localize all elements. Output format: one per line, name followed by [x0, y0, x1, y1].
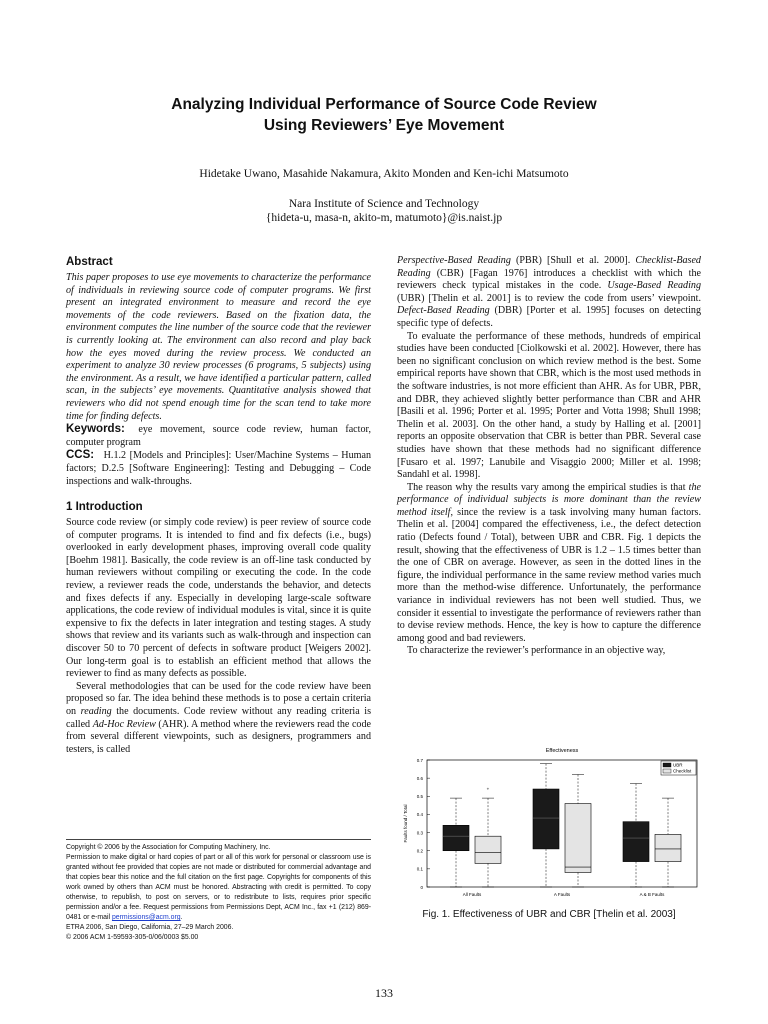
author-list: Hidetake Uwano, Masahide Nakamura, Akito Monden and Ken-ichi Matsumoto — [199, 168, 569, 180]
emphasis: Checklist-Based Reading — [397, 255, 701, 279]
box-ubr — [443, 825, 469, 850]
figure-caption: Fig. 1. Effectiveness of UBR and CBR [Thelin et al. 2003] — [422, 909, 676, 920]
legend-swatch — [663, 769, 671, 773]
right-paragraph-2: To evaluate the performance of these methods, hundreds of empirical studies have been conducted [Ciolkowski et al. 2002]. However, there has been no significant conclusion on which review method is the best. Some empirical reports have shown that CBR, which is the most used methods in the software industries, is not more efficient than AHR. As for UBR, PBR, and DBR, they achieved slightly better performance than CBR and AHR [Basili et al. 1996; Porter et al. 1995; Porter and Votta 1998; Shull 1998; Thelin et al. 2003]. On the other hand, a study by Halling et al. [2001] reports an opposite observation that CBR is better than PBR. Several case studies have shown that these methods had no significant difference [Fusaro et al. 1997; Lanubile and Visaggio 2000; Miller et al. 1998; Sandahl et al. 1998]. — [397, 330, 701, 481]
affiliation-block — [0, 197, 768, 225]
abstract-heading: Abstract — [66, 256, 113, 268]
venue-line: ETRA 2006, San Diego, California, 27–29 March 2006. — [66, 924, 234, 931]
paper-title — [0, 94, 768, 136]
right-paragraph-3 — [397, 482, 701, 646]
text-run: (AHR). A method where the reviewers read the code from several different viewpoints, such as designers, programmers and testers, is called — [66, 718, 372, 755]
y-tick-label: 0.4 — [416, 812, 423, 818]
plot-frame — [427, 760, 697, 887]
chart-title: Effectiveness — [545, 748, 579, 754]
emphasis: Defect-Based Reading — [397, 305, 490, 317]
legend-label: Checklist — [673, 768, 692, 774]
permissions-email-link[interactable]: permissions@acm.org — [111, 914, 181, 921]
text-run: The reason why the results vary among the empirical studies is that — [407, 481, 689, 493]
affiliation: Nara Institute of Science and Technology — [288, 198, 480, 210]
emphasis: Usage-Based Reading — [607, 280, 702, 292]
right-paragraph-4: To characterize the reviewer’s performance in an objective way, — [407, 645, 666, 657]
emphasis: Perspective-Based Reading — [397, 255, 511, 266]
text-run: (CBR) [Fagan 1976] introduces a checklist with which the reviewers check typical mistakes in the code. — [397, 267, 701, 292]
copyright-line: Copyright © 2006 by the Association for Computing Machinery, Inc. — [66, 844, 271, 851]
keywords-label: Keywords: — [66, 423, 125, 436]
y-tick-label: 0.5 — [416, 794, 423, 800]
legend-swatch — [663, 763, 671, 767]
right-column — [397, 255, 701, 658]
legend-label: UBR — [673, 762, 683, 768]
isbn-line: © 2006 ACM 1-59593-305-0/06/0003 $5.00 — [66, 934, 199, 941]
intro-paragraph-1: Source code review (or simply code review) is peer review of source code of computer programs. It is intended to find and fix defects (i.e., bugs) overlooked in early development phases, improving overall code quality [Boehm 1981]. Basically, the code review is an off-line task conducted by human reviewers without compiling or executing the code. In the code review, a reviewer reads the code, understands the behavior, and detects and fixes defects if any. Especially in developing large-scale software applications, the code review of individual modules is vital, since it is quite expensive to fix the defects in later integration and testing stages. A study shows that review and its variants such as walk-through and inspection can discover 50 to 70 percent of defects in software product [Weigers 2002]. Our long-term goal is to establish an efficient method that allows the reviewer to find as many defects as possible. — [66, 517, 371, 680]
x-tick-label: A Faults — [553, 892, 571, 897]
text-run: , since the review is a task involving many human factors. Thelin et al. [2004] compared the effectiveness, i.e., the defect detection ratio (Defects found / Total), between UBR and CBR. Fig. 1 depicts the result, showing that the effectiveness of UBR is 1.2 – 1.5 times better than the one of CBR on average. However, as seen in the dotted lines in the figure, the individual performance in the same review method varies much more than the method-wise difference. Unfortunately, the performance variance in individual reviewers has not been well studied. Thus, we consider it essential to investigate the performance of reviewers rather than to devise review methods. Hence, the key is how to capture the difference among good and bad reviewers. — [397, 506, 701, 644]
ccs-text: H.1.2 [Models and Principles]: User/Machine Systems – Human factors; D.2.5 [Software Engineering]: Testing and Debugging – Code inspections and walk-throughs. — [66, 450, 371, 487]
emphasis: the performance of individual subjects is more dominant than the review method itself — [397, 481, 701, 518]
copyright-notice — [66, 839, 371, 943]
text-run: (UBR) [Thelin et al. 2001] is to review the code from users’ viewpoint. — [397, 292, 701, 304]
text-run: . — [180, 914, 183, 921]
y-tick-label: 0.3 — [416, 830, 423, 836]
keywords-section — [66, 423, 371, 449]
right-paragraph-1 — [397, 255, 701, 331]
box-checklist — [565, 804, 591, 873]
ccs-section — [66, 449, 371, 488]
x-tick-label: All Faults — [462, 892, 482, 897]
left-column — [66, 255, 371, 756]
y-tick-label: 0.7 — [416, 757, 423, 763]
title-line-1: Analyzing Individual Performance of Source Code Review — [171, 96, 597, 113]
introduction-heading: 1 Introduction — [66, 501, 143, 514]
box-ubr — [623, 822, 649, 862]
y-axis-label: Faults found / Total — [403, 804, 408, 843]
text-run: (PBR) [Shull et al. 2000]. — [510, 255, 636, 266]
box-checklist — [475, 836, 501, 863]
effectiveness-boxplot — [397, 744, 701, 904]
permission-text — [66, 853, 371, 923]
intro-paragraph-2 — [66, 681, 371, 757]
text-run: the documents. Code review without any reading criteria is called — [66, 706, 371, 730]
x-tick-label: A & B Faults — [639, 892, 665, 897]
y-tick-label: 0 — [420, 884, 423, 890]
text-run: Several methodologies that can be used for the code review have been proposed so far. The idea behind these methods is to pose a certain criteria on — [66, 680, 371, 717]
box-ubr — [533, 789, 559, 849]
author-emails: {hideta-u, masa-n, akito-m, matumoto}@is.naist.jp — [265, 212, 503, 224]
y-tick-label: 0.2 — [416, 848, 423, 854]
abstract-text: This paper proposes to use eye movements to characterize the performance of individuals in reviewing source code of computer programs. We first present an integrated environment to measure and record the eye movements of the code reviewers. Based on the fixation data, the environment computes the line number of the source code that the reviewer is currently looking at. The environment can also record and play back how the eyes moved during the review process. We conducted an experiment to analyze 30 review processes (6 programs, 5 subjects) using the environment. As a result, we have identified a particular pattern, called scan, in the subjects’ eye movements. Quantitative analysis showed that reviewers who did not spend enough time for the scan tend to take more time for finding defects. — [66, 272, 371, 422]
emphasis: Ad-Hoc Review — [92, 718, 156, 730]
keywords-text: eye movement, source code review, human factor, computer program — [66, 424, 371, 448]
outlier-marker: + — [486, 786, 490, 792]
page-number: 133 — [375, 986, 393, 1000]
text-run: (DBR) [Porter et al. 1995] focuses on detecting specific type of defects. — [397, 305, 701, 329]
title-line-2: Using Reviewers’ Eye Movement — [263, 117, 505, 134]
y-tick-label: 0.6 — [416, 775, 423, 781]
ccs-label: CCS: — [66, 449, 95, 462]
box-checklist — [655, 834, 681, 861]
text-run: Permission to make digital or hard copies of part or all of this work for personal or classroom use is granted without fee provided that copies are not made or distributed for commercial advantage and that copies bear this notice and the full citation on the first page. Copyrights for components of this work owned by others than ACM must be honored. Abstracting with credit is permitted. To copy otherwise, to republish, to post on servers, or to redistribute to lists, requires prior specific permission and/or a fee. Request permissions from Permissions Dept, ACM Inc., fax +1 (212) 869-0481 or e-mail — [66, 854, 371, 921]
emphasis: reading — [80, 706, 112, 717]
y-tick-label: 0.1 — [416, 866, 423, 872]
